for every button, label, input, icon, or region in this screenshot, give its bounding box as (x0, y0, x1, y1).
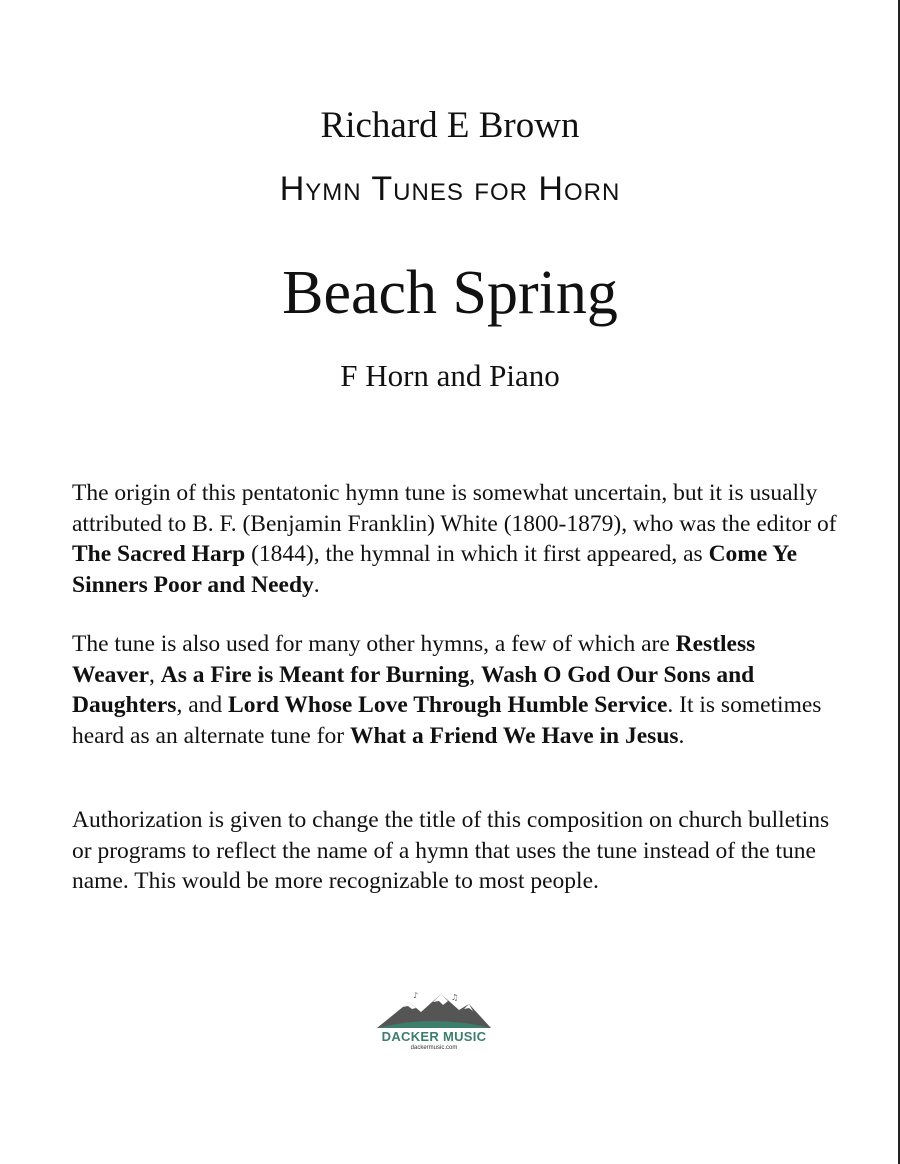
hymn-name: What a Friend We Have in Jesus (349, 722, 679, 749)
instrumentation: F Horn and Piano (340, 358, 560, 393)
svg-text:♪: ♪ (413, 992, 419, 1000)
text-run: , and (176, 692, 229, 718)
text-run: . (313, 571, 320, 598)
publisher-logo (372, 992, 496, 1062)
text-run: The origin of this pentatonic hymn tune is somewhat uncertain, but it is usually attributed to B. F. (Benjamin Franklin) White (1800-1879), who was the editor of (72, 480, 837, 537)
hymn-name: Restless Weaver (72, 631, 756, 688)
mountain-icon (375, 992, 493, 1030)
other-hymns-paragraph (72, 629, 842, 751)
text-run: , (469, 661, 482, 688)
hymn-name: As a Fire is Meant for Burning (160, 661, 470, 688)
hymn-name: Wash O God Our Sons and Daughters (72, 661, 755, 718)
logo-name: DACKER MUSIC (381, 1029, 487, 1044)
origin-paragraph (72, 478, 842, 600)
svg-text:♫: ♫ (451, 993, 459, 1002)
hymnal-name: The Sacred Harp (72, 541, 246, 567)
text-run: (1844), the hymnal in which it first appeared, as (245, 541, 709, 567)
text-run: The tune is also used for many other hymns, a few of which are (72, 631, 676, 657)
text-run: . It is sometimes heard as an alternate tune for (72, 692, 822, 749)
logo-url: dackermusic.com (410, 1045, 458, 1051)
author-name: Richard E Brown (320, 105, 580, 146)
hymn-name: Lord Whose Love Through Humble Service (228, 692, 668, 718)
piece-title: Beach Spring (282, 259, 618, 327)
hymn-name: Come Ye Sinners Poor and Needy (72, 541, 798, 598)
text-run: , (149, 661, 161, 688)
series-title: Hymn Tunes for Horn (279, 170, 621, 208)
authorization-paragraph: Authorization is given to change the title of this composition on church bulletins or programs to reflect the name of a hymn that uses the tune instead of the tune name. This would be more recognizable to most people. (72, 807, 830, 894)
text-run: . (678, 722, 685, 749)
